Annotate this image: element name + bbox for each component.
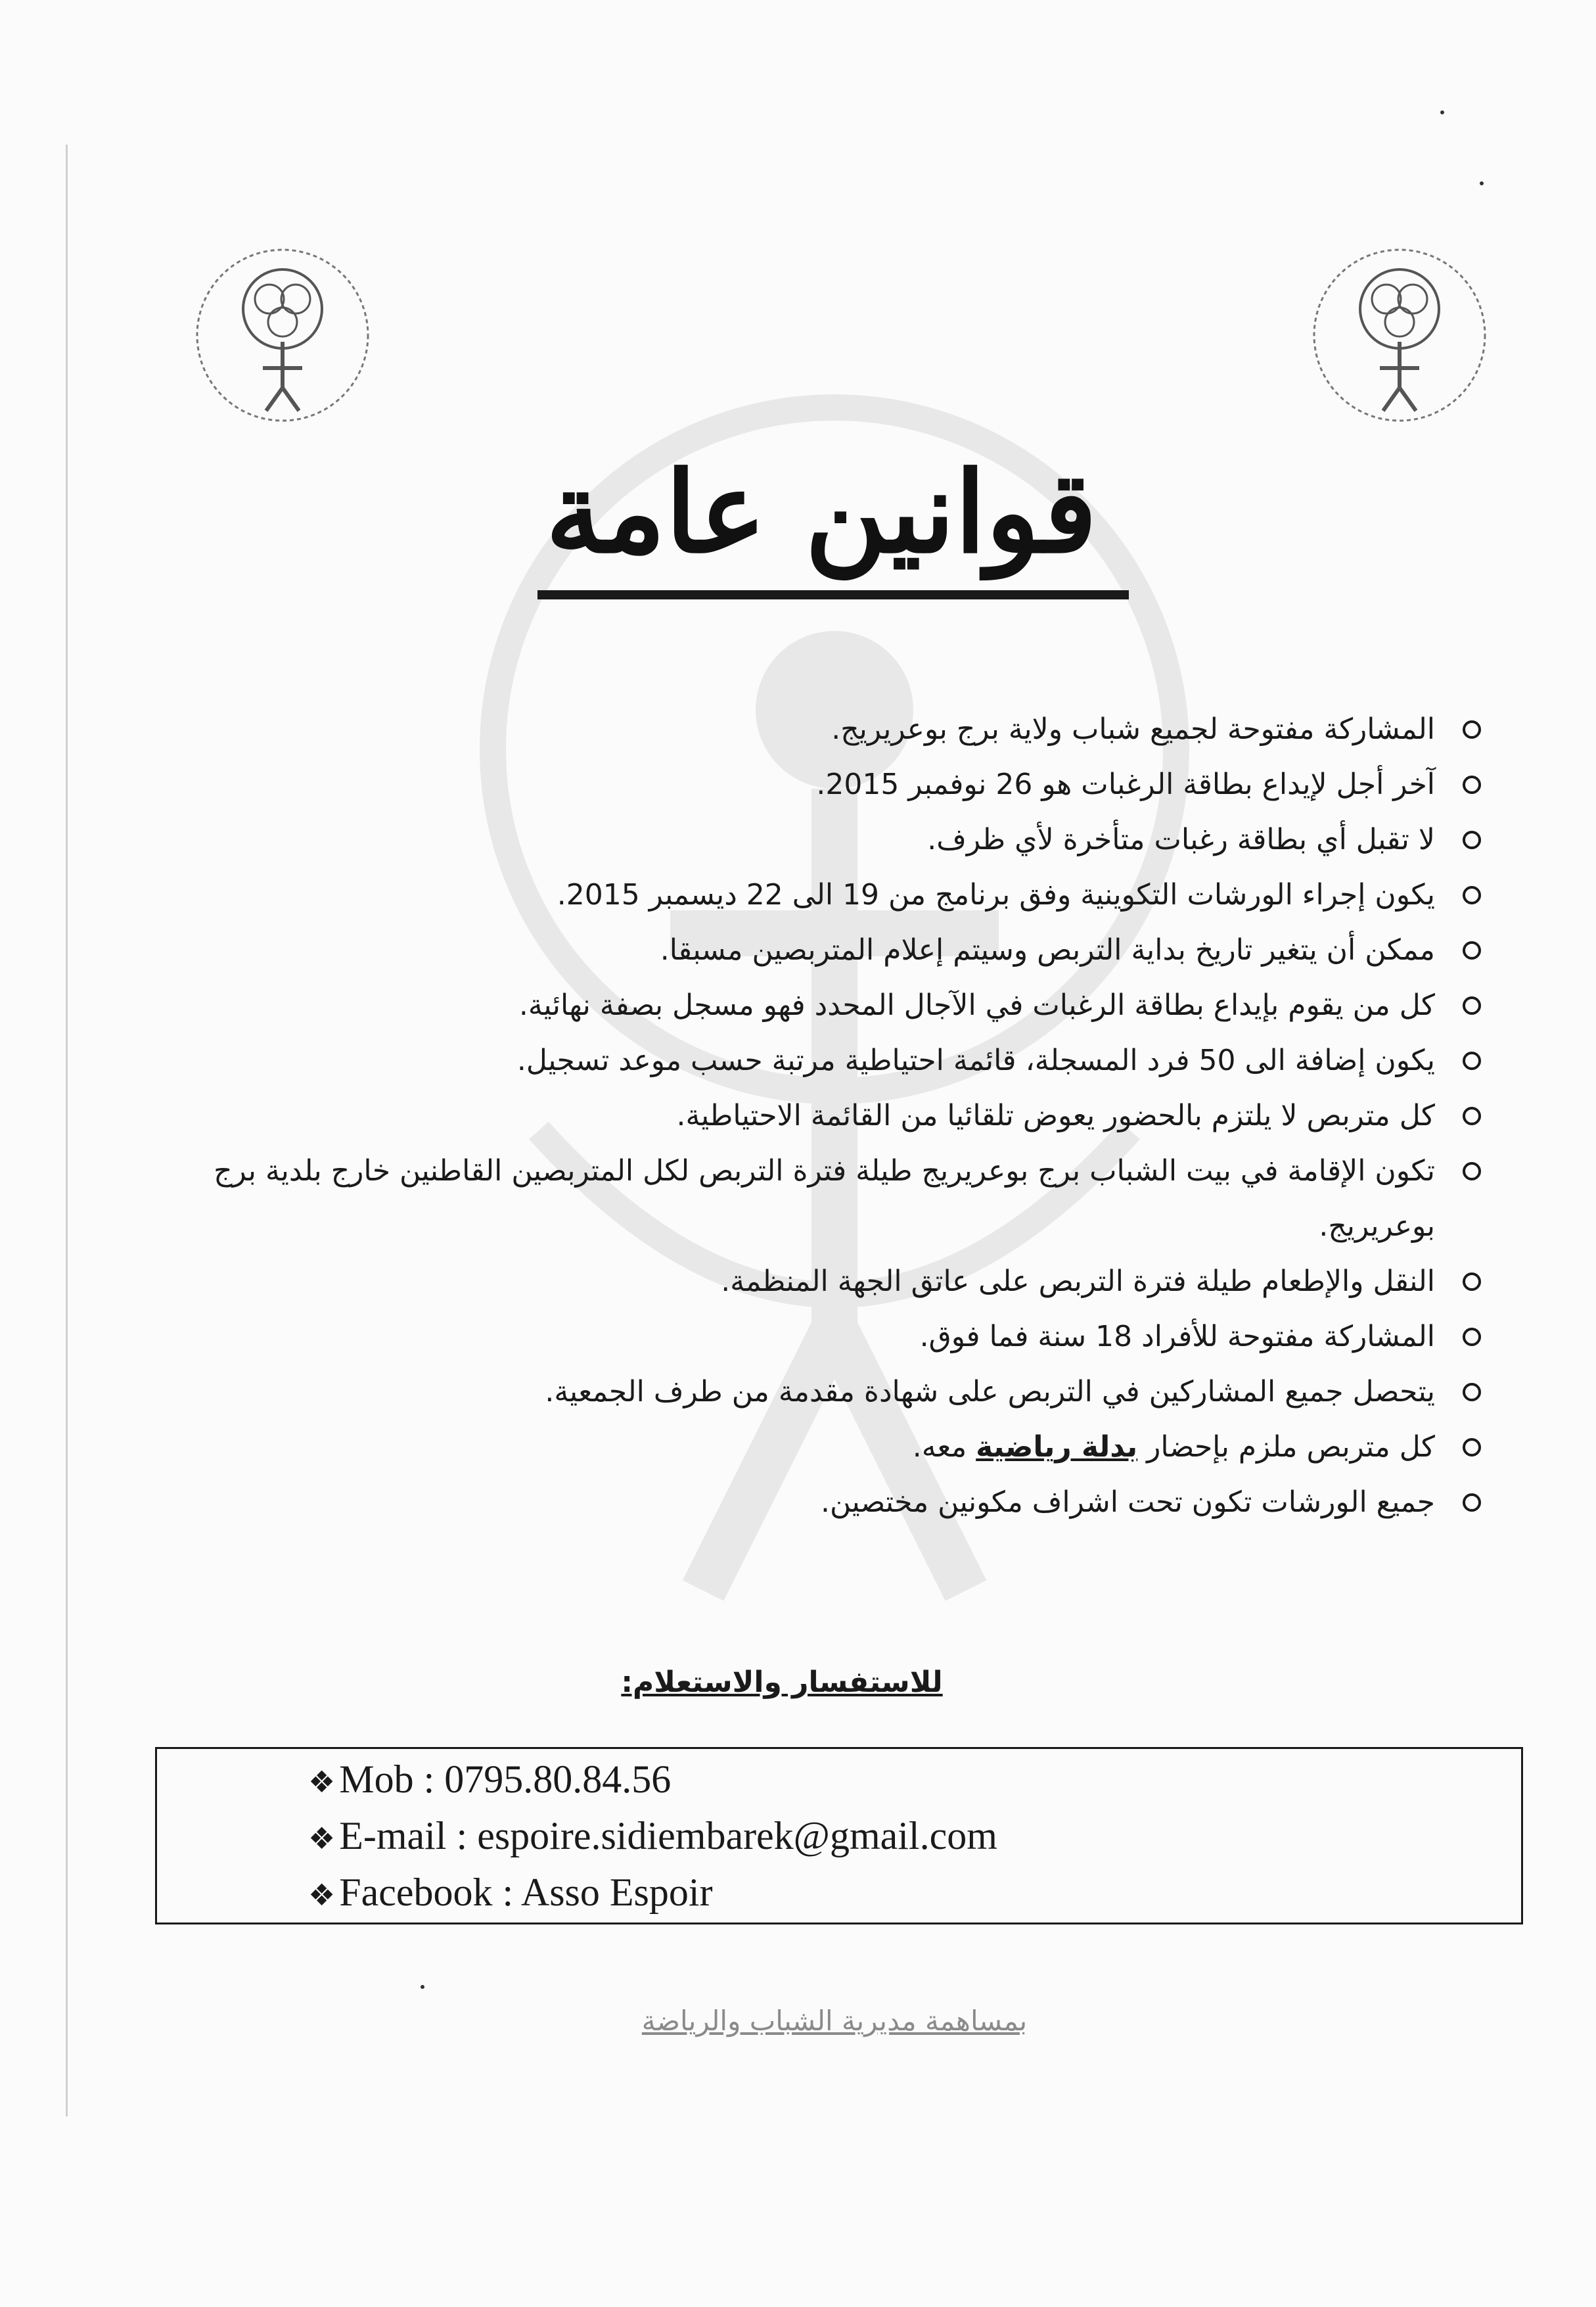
- list-item: يكون إضافة الى 50 فرد المسجلة، قائمة احتياطية مرتبة حسب موعد تسجيل.: [101, 1033, 1488, 1088]
- circle-bullet-icon: [1463, 831, 1481, 849]
- footer-credit: بمساهمة مديرية الشباب والرياضة: [641, 2005, 1028, 2037]
- list-item: كل متربص ملزم بإحضار بدلة رياضية معه.: [101, 1420, 1488, 1475]
- circle-bullet-icon: [1463, 996, 1481, 1015]
- contact-box: [155, 1747, 1523, 1924]
- circle-bullet-icon: [1463, 1328, 1481, 1346]
- list-item: يتحصل جميع المشاركين في التربص على شهادة مقدمة من طرف الجمعية.: [101, 1364, 1488, 1420]
- list-item: المشاركة مفتوحة للأفراد 18 سنة فما فوق.: [101, 1309, 1488, 1364]
- inquiry-heading: للاستفسار والاستعلام:: [621, 1666, 943, 1699]
- diamond-bullet-icon: ❖: [308, 1822, 336, 1855]
- circle-bullet-icon: [1463, 776, 1481, 794]
- association-logo-left-icon: [184, 237, 381, 434]
- diamond-bullet-icon: ❖: [308, 1765, 336, 1799]
- list-item: يكون إجراء الورشات التكوينية وفق برنامج من 19 الى 22 ديسمبر 2015.: [101, 868, 1488, 923]
- scan-speck: [1480, 181, 1484, 185]
- diamond-bullet-icon: ❖: [308, 1878, 336, 1912]
- circle-bullet-icon: [1463, 1052, 1481, 1070]
- list-item: كل متربص لا يلتزم بالحضور يعوض تلقائيا من القائمة الاحتياطية.: [101, 1088, 1488, 1144]
- emphasized-term: بدلة رياضية: [976, 1430, 1138, 1464]
- rules-list: [101, 702, 1488, 1530]
- circle-bullet-icon: [1463, 1438, 1481, 1456]
- list-item: ممكن أن يتغير تاريخ بداية التربص وسيتم إعلام المتربصين مسبقا.: [101, 923, 1488, 978]
- list-item: المشاركة مفتوحة لجميع شباب ولاية برج بوعريريج.: [101, 702, 1488, 757]
- circle-bullet-icon: [1463, 1493, 1481, 1512]
- page-title: قوانين عامة: [545, 447, 1097, 578]
- circle-bullet-icon: [1463, 886, 1481, 904]
- list-item: تكون الإقامة في بيت الشباب برج بوعريريج طيلة فترة التربص لكل المتربصين القاطنين خارج بلدية برج بوعريريج.: [101, 1144, 1488, 1254]
- scan-speck: [421, 1985, 424, 1989]
- list-item: آخر أجل لإيداع بطاقة الرغبات هو 26 نوفمبر 2015.: [101, 757, 1488, 812]
- list-item: النقل والإطعام طيلة فترة التربص على عاتق الجهة المنظمة.: [101, 1254, 1488, 1309]
- contact-email: ❖ E-mail : espoire.sidiembarek@gmail.com: [308, 1814, 997, 1857]
- list-item: لا تقبل أي بطاقة رغبات متأخرة لأي ظرف.: [101, 812, 1488, 868]
- circle-bullet-icon: [1463, 720, 1481, 739]
- list-item: جميع الورشات تكون تحت اشراف مكونين مختصين.: [101, 1475, 1488, 1530]
- circle-bullet-icon: [1463, 1383, 1481, 1401]
- circle-bullet-icon: [1463, 1107, 1481, 1125]
- contact-mobile: ❖ Mob : 0795.80.84.56: [308, 1758, 672, 1801]
- contact-facebook: ❖ Facebook : Asso Espoir: [308, 1871, 713, 1914]
- circle-bullet-icon: [1463, 941, 1481, 960]
- scan-margin-line: [66, 145, 68, 2116]
- circle-bullet-icon: [1463, 1272, 1481, 1291]
- association-logo-right-icon: [1301, 237, 1498, 434]
- title-underline: [537, 590, 1129, 599]
- list-item: كل من يقوم بإيداع بطاقة الرغبات في الآجال المحدد فهو مسجل بصفة نهائية.: [101, 978, 1488, 1033]
- circle-bullet-icon: [1463, 1162, 1481, 1180]
- scan-speck: [1440, 110, 1444, 114]
